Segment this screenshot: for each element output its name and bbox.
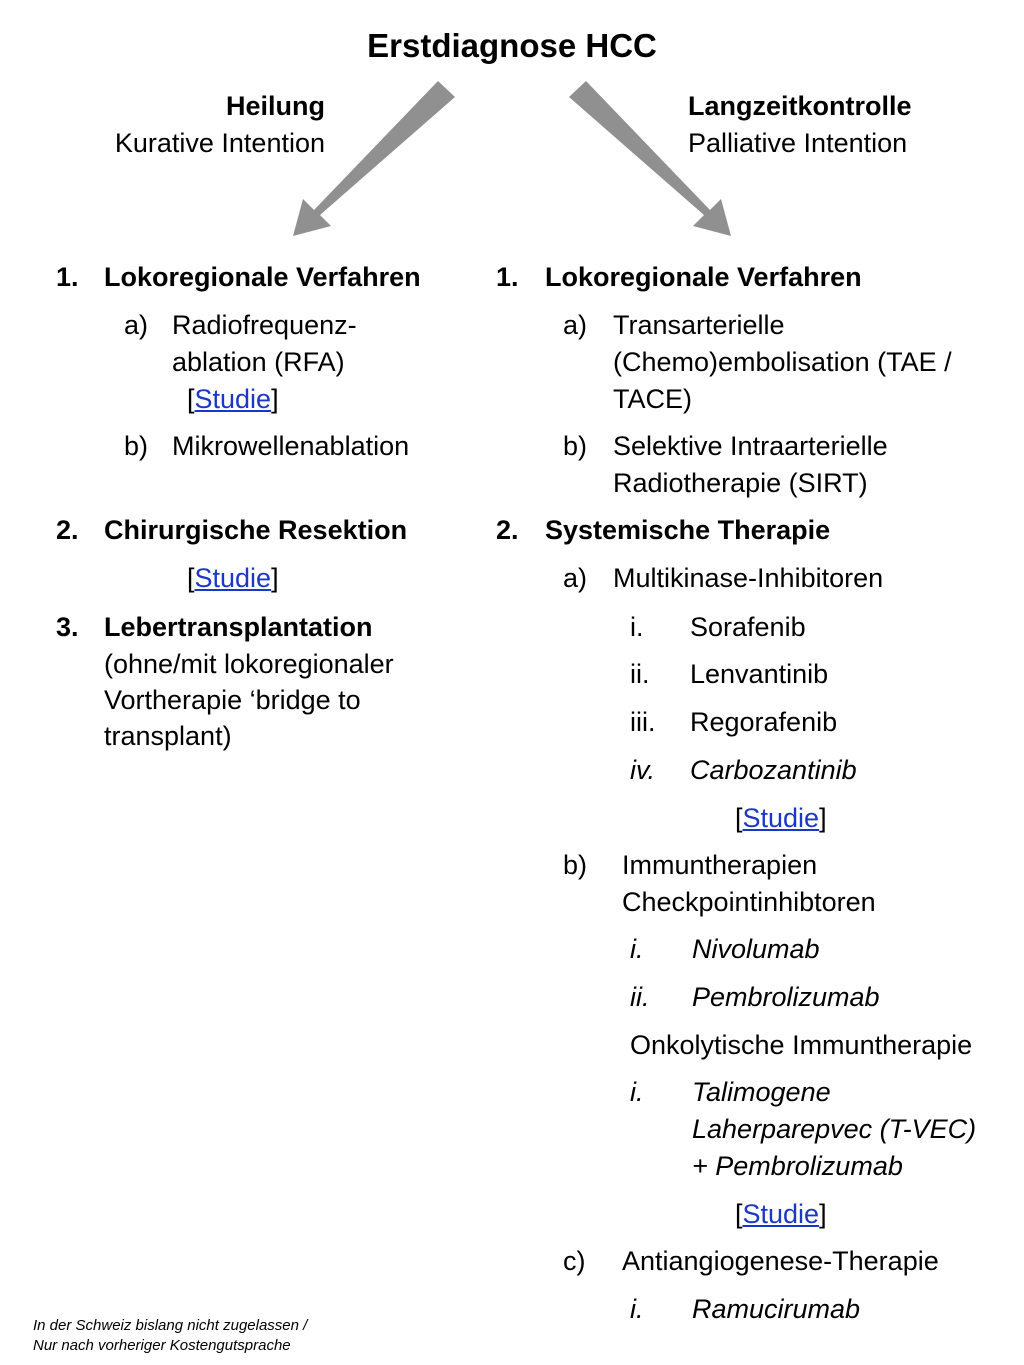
right-item-sirt-line1: Selektive Intraarterielle bbox=[613, 431, 888, 461]
bracket: [ bbox=[735, 1199, 743, 1229]
bracket: ] bbox=[819, 1199, 827, 1229]
list-marker: 2. bbox=[56, 515, 79, 545]
right-branch-heading: Langzeitkontrolle bbox=[688, 91, 912, 121]
left-branch-subheading: Kurative Intention bbox=[114, 128, 325, 158]
left-item-mikrowellen: Mikrowellenablation bbox=[172, 431, 410, 461]
left-item-rfa-line2: ablation (RFA) bbox=[172, 347, 345, 377]
right-item-tace-line2: (Chemo)embolisation (TAE / bbox=[613, 347, 952, 377]
right-item-checkpoint: Checkpointinhibtoren bbox=[622, 887, 876, 917]
drug-ramucirumab: Ramucirumab bbox=[692, 1294, 861, 1324]
study-link-carbozantinib[interactable] bbox=[735, 800, 827, 836]
drug-nivolumab: Nivolumab bbox=[692, 934, 820, 964]
drug-tvec-line1: Talimogene bbox=[692, 1077, 831, 1107]
study-link-label[interactable]: Studie bbox=[742, 803, 820, 833]
study-link-rfa[interactable] bbox=[187, 381, 279, 417]
footnote-line2: Nur nach vorheriger Kostengutsprache bbox=[33, 1337, 291, 1354]
right-item-sirt-line2: Radiotherapie (SIRT) bbox=[613, 468, 868, 498]
bracket: [ bbox=[187, 384, 195, 414]
right-item-lokoregional: Lokoregionale Verfahren bbox=[545, 262, 862, 292]
left-item-transplant-line4: transplant) bbox=[104, 721, 232, 751]
bracket: ] bbox=[271, 384, 279, 414]
drug-tvec-line3: + Pembrolizumab bbox=[692, 1151, 903, 1181]
footnote bbox=[33, 1316, 307, 1356]
right-item-multikinase: Multikinase-Inhibitoren bbox=[613, 563, 884, 593]
left-item-lokoregional: Lokoregionale Verfahren bbox=[104, 262, 421, 292]
list-marker: c) bbox=[563, 1246, 586, 1276]
page-title: Erstdiagnose HCC bbox=[367, 27, 657, 64]
left-item-resektion: Chirurgische Resektion bbox=[104, 515, 408, 545]
bracket: ] bbox=[819, 803, 827, 833]
left-item-transplant-line2: (ohne/mit lokoregionaler bbox=[104, 649, 394, 679]
list-marker: ii. bbox=[630, 659, 650, 689]
drug-carbozantinib: Carbozantinib bbox=[690, 755, 857, 785]
study-link-label[interactable]: Studie bbox=[194, 384, 272, 414]
list-marker: a) bbox=[563, 310, 588, 340]
list-marker: i. bbox=[630, 612, 644, 642]
right-item-onkolytisch: Onkolytische Immuntherapie bbox=[630, 1030, 973, 1060]
bracket: ] bbox=[271, 563, 279, 593]
list-marker: i. bbox=[630, 1294, 644, 1324]
bracket: [ bbox=[735, 803, 743, 833]
drug-tvec-line2: Laherparepvec (T-VEC) bbox=[692, 1114, 977, 1144]
left-item-rfa-line1: Radiofrequenz- bbox=[172, 310, 357, 340]
list-marker: b) bbox=[563, 850, 588, 880]
list-marker: i. bbox=[630, 934, 644, 964]
list-marker: iv. bbox=[630, 755, 655, 785]
footnote-line1: In der Schweiz bislang nicht zugelassen / bbox=[33, 1317, 308, 1334]
list-marker: b) bbox=[124, 431, 149, 461]
right-item-systemisch: Systemische Therapie bbox=[545, 515, 831, 545]
bracket: [ bbox=[187, 563, 195, 593]
study-link-label[interactable]: Studie bbox=[194, 563, 272, 593]
drug-lenvantinib: Lenvantinib bbox=[690, 659, 829, 689]
drug-regorafenib: Regorafenib bbox=[690, 707, 838, 737]
study-link-tvec[interactable] bbox=[735, 1196, 827, 1232]
right-item-antiangiogenese: Antiangiogenese-Therapie bbox=[622, 1246, 939, 1276]
right-item-immuntherapien: Immuntherapien bbox=[622, 850, 818, 880]
drug-sorafenib: Sorafenib bbox=[690, 612, 806, 642]
study-link-label[interactable]: Studie bbox=[742, 1199, 820, 1229]
left-branch-heading: Heilung bbox=[226, 91, 325, 121]
left-item-transplant-line3: Vortherapie ‘bridge to bbox=[104, 685, 361, 715]
study-link-resektion[interactable] bbox=[187, 560, 279, 596]
list-marker: 1. bbox=[56, 262, 79, 292]
right-item-tace-line1: Transarterielle bbox=[613, 310, 785, 340]
list-marker: a) bbox=[563, 563, 588, 593]
list-marker: iii. bbox=[630, 707, 656, 737]
left-item-transplant: Lebertransplantation bbox=[104, 612, 373, 642]
list-marker: 2. bbox=[496, 515, 519, 545]
list-marker: 3. bbox=[56, 612, 79, 642]
list-marker: i. bbox=[630, 1077, 644, 1107]
list-marker: a) bbox=[124, 310, 149, 340]
list-marker: 1. bbox=[496, 262, 519, 292]
right-branch-subheading: Palliative Intention bbox=[688, 128, 908, 158]
list-marker: ii. bbox=[630, 982, 650, 1012]
list-marker: b) bbox=[563, 431, 588, 461]
right-item-tace-line3: TACE) bbox=[613, 384, 692, 414]
drug-pembrolizumab: Pembrolizumab bbox=[692, 982, 880, 1012]
